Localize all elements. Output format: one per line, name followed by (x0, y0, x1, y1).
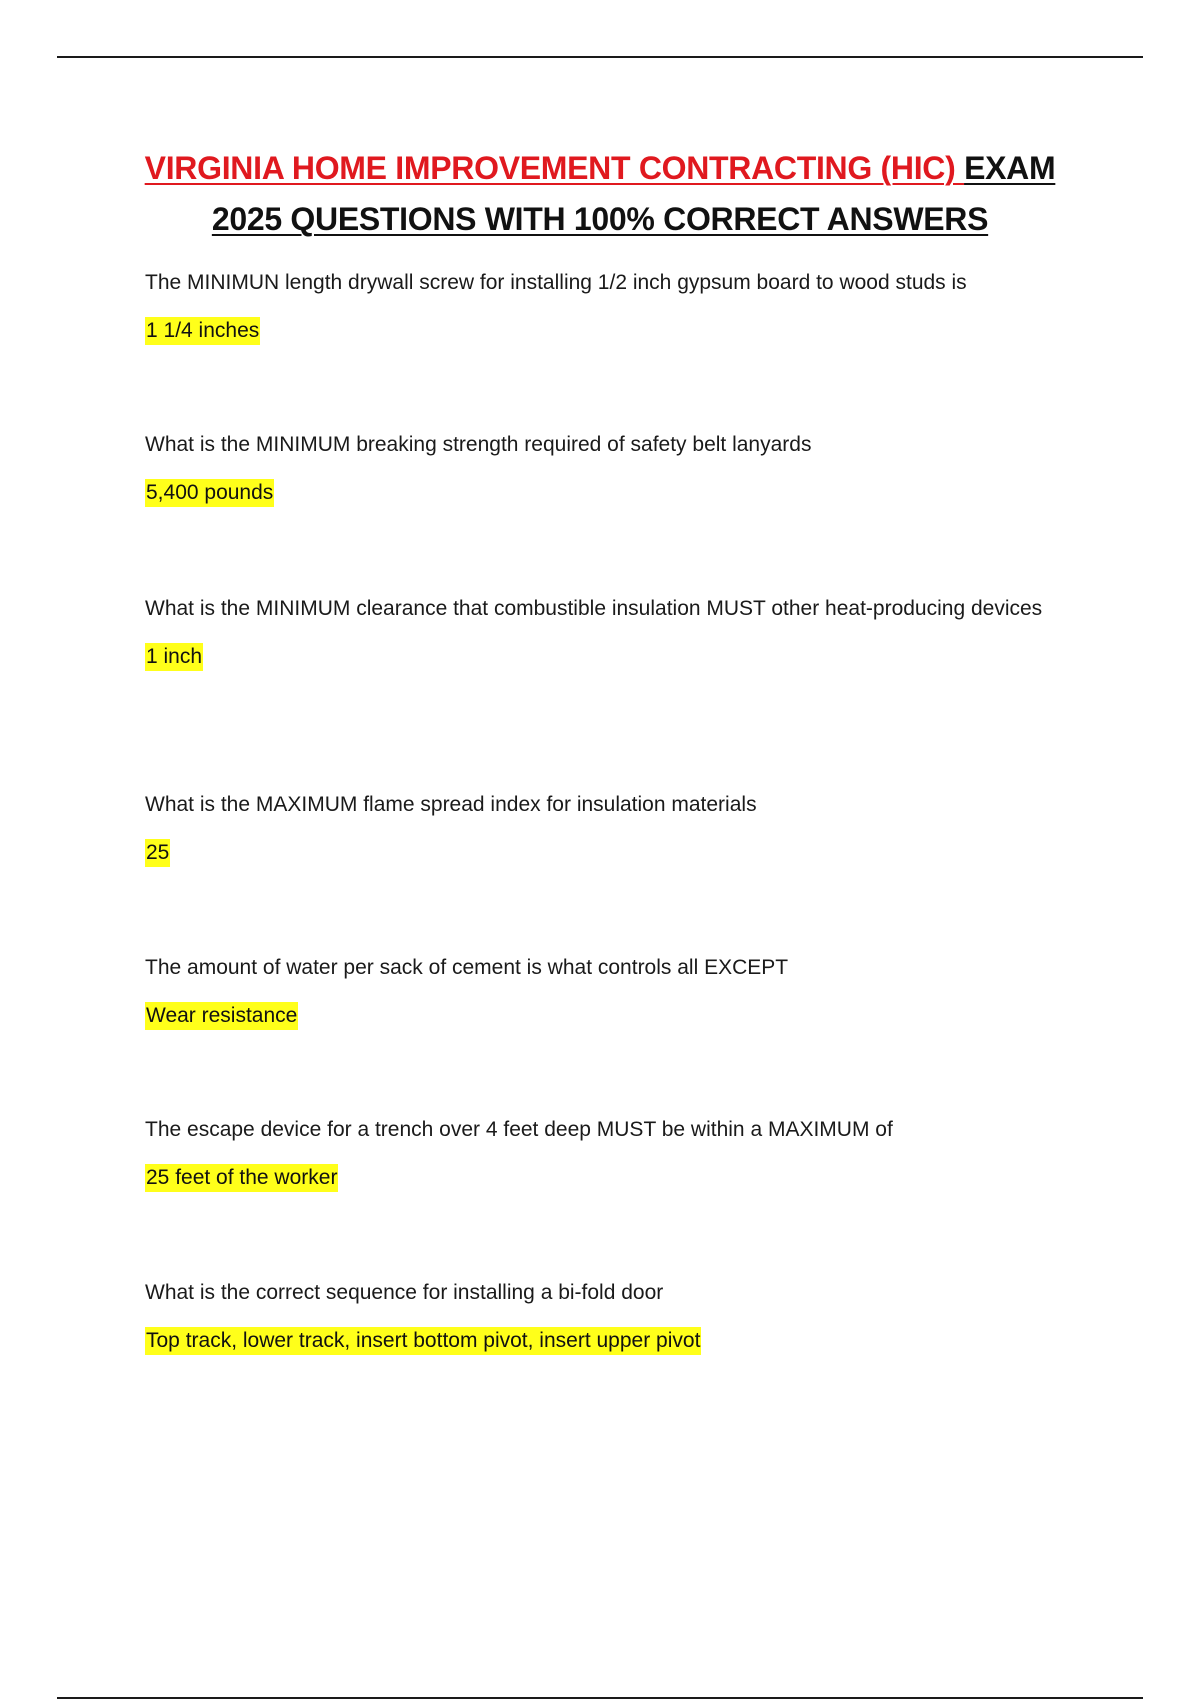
question-text: The escape device for a trench over 4 feet deep MUST be within a MAXIMUM of (145, 1118, 893, 1141)
answer-highlight: 1 inch (145, 643, 203, 671)
qa-item (145, 1276, 1045, 1355)
question-text: The MINIMUN length drywall screw for installing 1/2 inch gypsum board to wood studs is (145, 271, 967, 294)
bottom-rule (57, 1697, 1143, 1699)
title-black-part: EXAM (964, 150, 1056, 186)
answer-highlight: 25 (145, 839, 170, 867)
qa-item (145, 951, 1045, 1030)
question-text: What is the MINIMUM breaking strength required of safety belt lanyards (145, 433, 812, 456)
qa-item (145, 266, 1045, 345)
qa-item (145, 1113, 1045, 1192)
answer-highlight: 25 feet of the worker (145, 1164, 338, 1192)
top-rule (57, 56, 1143, 58)
qa-item (145, 788, 1045, 867)
question-text: The amount of water per sack of cement is what controls all EXCEPT (145, 956, 789, 979)
question-text: What is the MAXIMUM flame spread index for insulation materials (145, 793, 757, 816)
answer-highlight: 1 1/4 inches (145, 317, 260, 345)
title-line-2: 2025 QUESTIONS WITH 100% CORRECT ANSWERS (211, 201, 989, 237)
title-red-part: VIRGINIA HOME IMPROVEMENT CONTRACTING (HIC) (144, 150, 965, 186)
question-text: What is the MINIMUM clearance that combustible insulation MUST other heat-producing devices (145, 597, 1043, 620)
answer-highlight: Top track, lower track, insert bottom pivot, insert upper pivot (145, 1327, 701, 1355)
document-title (100, 143, 1100, 245)
answer-highlight: 5,400 pounds (145, 479, 274, 507)
qa-item (145, 592, 1045, 671)
answer-highlight: Wear resistance (145, 1002, 298, 1030)
question-text: What is the correct sequence for installing a bi-fold door (145, 1281, 664, 1304)
qa-item (145, 428, 1045, 507)
